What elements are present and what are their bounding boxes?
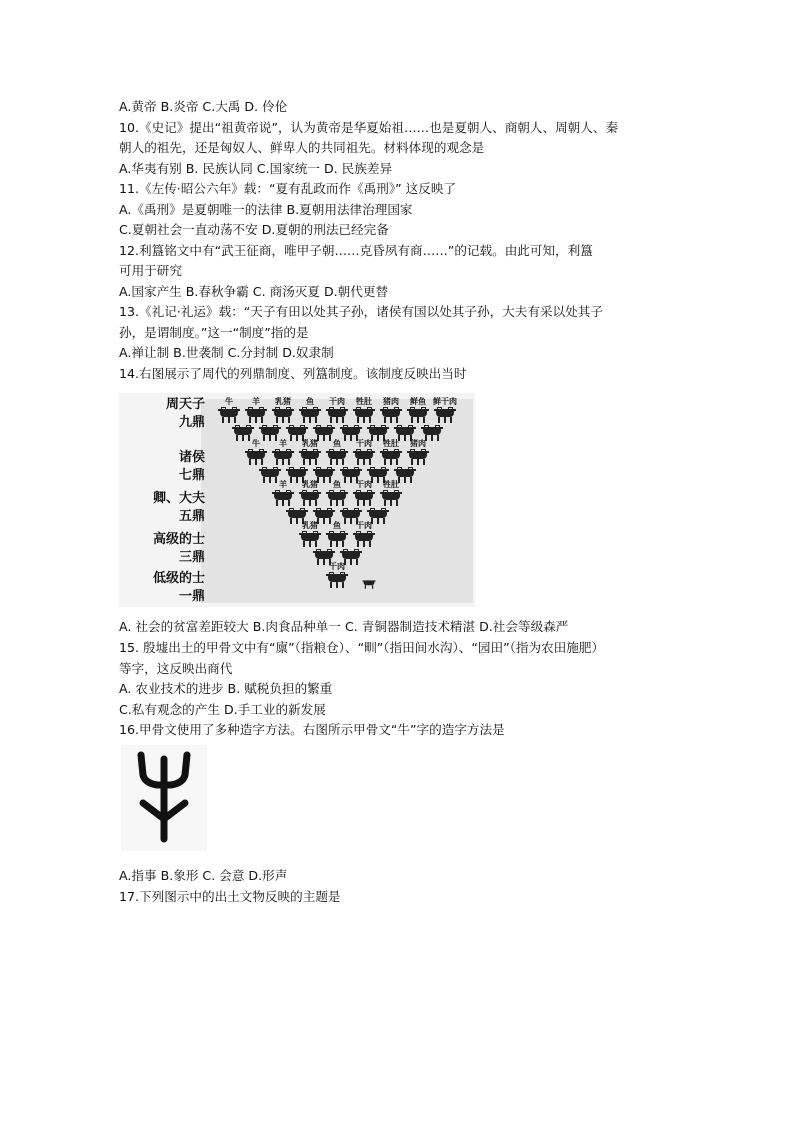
q10-stem-2: 朝人的祖先，还是匈奴人、鲜卑人的共同祖先。材料体现的观念是 xyxy=(119,140,485,155)
ding-vessel-icon xyxy=(271,449,295,465)
ding-vessel-icon xyxy=(352,531,376,547)
q10-stem-1: 10.《史记》提出“祖黄帝说”，认为黄帝是华夏始祖……也是夏朝人、商朝人、周朝人、秦 xyxy=(119,119,619,135)
q13-stem-1: 13.《礼记·礼运》载：“天子有田以处其子孙，诸侯有国以处其子孙，大夫有采以处其子 xyxy=(119,304,603,319)
food-label: 羊 xyxy=(252,397,260,406)
food-label: 羊 xyxy=(279,480,287,489)
q17-stem: 17.下列图示中的出土文物反映的主题是 xyxy=(119,889,341,904)
food-label: 羊 xyxy=(279,439,287,448)
rank-qingdafu-count: 五鼎 xyxy=(178,509,205,524)
q11-options-ab: A.《禹刑》是夏朝唯一的法律 B.夏朝用法律治理国家 xyxy=(119,201,413,217)
q13-stem-2: 孙，是谓制度。”这一“制度”指的是 xyxy=(119,324,309,340)
ding-vessel-icon xyxy=(298,407,322,423)
food-label: 乳猪 xyxy=(275,397,291,406)
questions-9-14 xyxy=(119,97,684,384)
ding-vessel-icon xyxy=(379,449,403,465)
food-label: 鱼 xyxy=(333,439,341,448)
food-label: 乳猪 xyxy=(302,521,318,530)
rank-zhuhou-count: 七鼎 xyxy=(178,468,205,483)
ding-vessel-icon xyxy=(433,407,457,423)
food-label: 猪肉 xyxy=(410,439,426,448)
food-label: 鱼 xyxy=(306,397,314,406)
ding-vessel-icon xyxy=(379,490,403,506)
ding-vessel-icon xyxy=(298,449,322,465)
q16-stem: 16.甲骨文使用了多种造字方法。右图所示甲骨文“牛”字的造字方法是 xyxy=(119,722,505,737)
ding-vessel-icon xyxy=(352,407,376,423)
food-label: 干肉 xyxy=(329,397,345,406)
small-vessel-icon xyxy=(362,579,376,589)
q12-options: A.国家产生 B.春秋争霸 C. 商汤灭夏 D.朝代更替 xyxy=(119,283,389,299)
q12-stem-2: 可用于研究 xyxy=(119,263,182,278)
rank-gaoji-shi: 高级的士 xyxy=(152,532,205,547)
ding-vessel-icon xyxy=(325,572,349,588)
food-label: 鲜鱼 xyxy=(410,397,426,406)
food-label: 鱼 xyxy=(333,480,341,489)
oracle-bone-niu-figure xyxy=(121,745,207,851)
food-label: 牲肚 xyxy=(383,480,399,489)
ding-vessel-icon xyxy=(406,407,430,423)
ding-vessel-icon xyxy=(217,407,241,423)
food-label: 干肉 xyxy=(356,439,372,448)
ding-vessel-icon xyxy=(352,490,376,506)
ding-vessel-icon xyxy=(406,449,430,465)
q10-options: A.华夷有别 B. 民族认同 C.国家统一 D. 民族差异 xyxy=(119,160,393,176)
q16-options: A.指事 B.象形 C. 会意 D.形声 xyxy=(119,868,288,883)
rank-diji-shi: 低级的士 xyxy=(152,571,205,586)
q15-stem-1: 15. 殷墟出土的甲骨文中有“廪”（指粮仓）、“甽”（指田间水沟）、“园田”（指为农田施肥） xyxy=(119,640,605,655)
q15-stem-2: 等字，这反映出商代 xyxy=(119,660,233,676)
ding-vessel-icon xyxy=(325,490,349,506)
q9-options: A.黄帝 B.炎帝 C.大禹 D. 伶伦 xyxy=(119,99,288,114)
gui-vessel-icon xyxy=(231,425,255,441)
rank-gaoji-shi-count: 三鼎 xyxy=(178,550,205,565)
rank-diji-shi-count: 一鼎 xyxy=(178,589,205,604)
food-label: 鲜干肉 xyxy=(433,397,457,406)
ding-vessel-icon xyxy=(244,449,268,465)
ding-vessel-icon xyxy=(325,449,349,465)
ding-vessel-icon xyxy=(325,531,349,547)
q11-stem: 11.《左传·昭公六年》载：“夏有乱政而作《禹刑》” 这反映了 xyxy=(119,181,457,196)
q11-options-cd: C.夏朝社会一直动荡不安 D.夏朝的刑法已经完备 xyxy=(119,222,389,237)
ding-system-figure xyxy=(119,393,475,607)
q12-stem-1: 12.利簋铭文中有“武王征商，唯甲子朝……克昏夙有商……”的记载。由此可知，利簋 xyxy=(119,242,593,258)
food-label: 牛 xyxy=(225,397,233,406)
questions-15-16 xyxy=(119,638,684,741)
food-label: 干肉 xyxy=(329,562,345,571)
food-label: 牲肚 xyxy=(356,397,372,406)
ding-vessel-icon xyxy=(271,490,295,506)
food-label: 干肉 xyxy=(356,521,372,530)
rank-zhuhou: 诸侯 xyxy=(178,450,205,465)
oracle-niu-icon xyxy=(121,745,207,851)
q14-stem: 14.右图展示了周代的列鼎制度、列簋制度。该制度反映出当时 xyxy=(119,365,467,381)
food-label: 猪肉 xyxy=(383,397,399,406)
q13-options: A.禅让制 B.世袭制 C.分封制 D.奴隶制 xyxy=(119,345,334,360)
ding-vessel-icon xyxy=(379,407,403,423)
ding-vessel-icon xyxy=(298,531,322,547)
rank-qingdafu: 卿、大夫 xyxy=(152,491,205,506)
ding-vessel-icon xyxy=(325,407,349,423)
ding-vessel-icon xyxy=(298,490,322,506)
food-label: 牛 xyxy=(252,439,260,448)
q15-options-cd: C.私有观念的产生 D.手工业的新发展 xyxy=(119,701,326,717)
rank-tianzi: 周天子 xyxy=(165,397,205,412)
food-label: 乳猪 xyxy=(302,439,318,448)
q14-options: A. 社会的贫富差距较大 B.肉食品种单一 C. 青铜器制造技术精湛 D.社会等级森严 xyxy=(119,619,569,634)
gui-vessel-icon xyxy=(258,425,282,441)
food-label: 鱼 xyxy=(333,521,341,530)
ding-vessel-icon xyxy=(352,449,376,465)
food-label: 干肉 xyxy=(356,480,372,489)
ding-vessel-icon xyxy=(271,407,295,423)
rank-tianzi-count: 九鼎 xyxy=(178,415,205,430)
ding-vessel-icon xyxy=(244,407,268,423)
gui-vessel-icon xyxy=(258,467,282,483)
food-label: 乳猪 xyxy=(302,480,318,489)
food-label: 牲肚 xyxy=(383,439,399,448)
q15-options-ab: A. 农业技术的进步 B. 赋税负担的繁重 xyxy=(119,681,333,696)
